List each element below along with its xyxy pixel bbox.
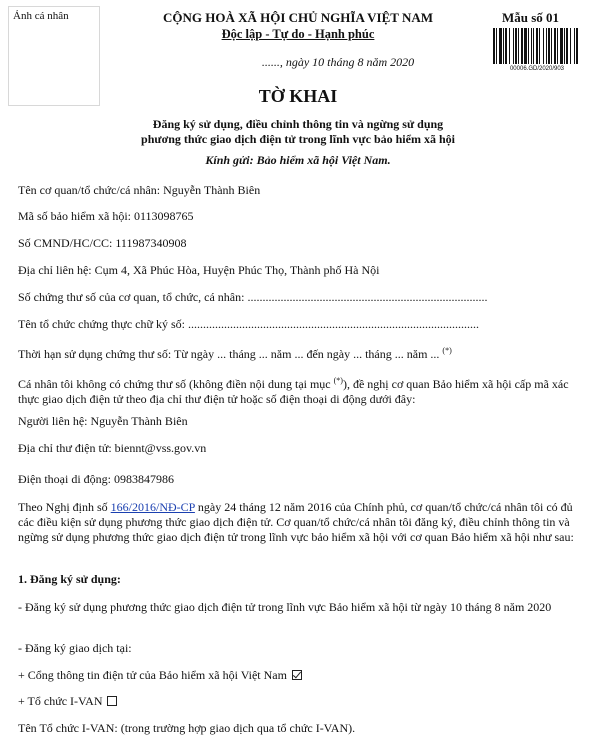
decree-paragraph	[18, 500, 584, 545]
cert-period-field	[18, 343, 584, 362]
document-subtitle: Đăng ký sử dụng, điều chỉnh thông tin và ngừng sử dụng phương thức giao dịch điện tử trong lĩnh vực bảo hiểm xã hội	[141, 117, 455, 146]
option-portal	[18, 668, 584, 683]
no-cert-text-b: ), đề nghị cơ quan Bảo hiểm xã hội cấp mã xác thực giao dịch điện tử theo địa chỉ thư điện tử hoặc số điện thoại di động dưới đây:	[18, 377, 569, 406]
no-cert-paragraph	[18, 373, 584, 407]
cert-period-mark: (*)	[442, 346, 452, 355]
ivan-checkbox[interactable]	[107, 696, 117, 706]
cert-period-text: Thời hạn sử dụng chứng thư số: Từ ngày ... tháng ... năm ... đến ngày ... tháng ... năm ...	[18, 347, 440, 361]
address-field: Địa chỉ liên hệ: Cụm 4, Xã Phúc Hòa, Huyện Phúc Thọ, Thành phố Hà Nội	[18, 263, 380, 277]
cert-org-field: Tên tổ chức chứng thực chữ ký số: .................................................................................................	[18, 317, 479, 331]
document-date: ......, ngày 10 tháng 8 năm 2020	[261, 55, 415, 69]
option-portal-label: + Cổng thông tin điện tử của Bảo hiểm xã hội Việt Nam	[18, 668, 287, 682]
option-ivan	[18, 694, 584, 709]
document-title: TỜ KHAI	[258, 86, 338, 106]
register-date-line: - Đăng ký sử dụng phương thức giao dịch điện tử trong lĩnh vực Bảo hiểm xã hội từ ngày 10 tháng 8 năm 2020	[18, 600, 552, 614]
decree-suffix: ngày 24 tháng 12 năm 2016 của Chính phủ, cơ quan/tổ chức/cá nhân tôi có đủ các điều kiện sử dụng phương thức giao dịch điện tử. Cơ quan/tổ chức/cá nhân tôi đăng ký, điều chỉnh thông tin và ngừng sử dụng phương thức giao dịch điện tử trong lĩnh vực bảo hiểm xã hội với cơ quan Bảo hiểm xã hội như sau:	[18, 500, 574, 544]
cert-number-field: Số chứng thư số của cơ quan, tổ chức, cá nhân: ................................................................................	[18, 290, 488, 304]
insurance-code-field: Mã số bảo hiểm xã hội: 0113098765	[18, 209, 194, 223]
id-number-field: Số CMND/HC/CC: 111987340908	[18, 236, 187, 250]
option-ivan-label: + Tổ chức I-VAN	[18, 694, 103, 708]
decree-prefix: Theo Nghị định số	[18, 500, 111, 514]
no-cert-mark: (*)	[333, 376, 343, 385]
register-at-line: - Đăng ký giao dịch tại:	[18, 641, 132, 655]
portal-checkbox[interactable]	[292, 670, 302, 680]
no-cert-text-a: Cá nhân tôi không có chứng thư số (không điền nội dung tại mục	[18, 377, 334, 391]
section-1-heading: 1. Đăng ký sử dụng:	[18, 572, 121, 586]
contact-person-field: Người liên hệ: Nguyễn Thành Biên	[18, 414, 188, 428]
nation-heading: CỘNG HOÀ XÃ HỘI CHỦ NGHĨA VIỆT NAM	[162, 10, 434, 25]
ivan-name-line: Tên Tổ chức I-VAN: (trong trường hợp giao dịch qua tổ chức I-VAN).	[18, 721, 356, 735]
email-field: Địa chỉ thư điện tử: biennt@vss.gov.vn	[18, 441, 207, 455]
decree-link[interactable]: 166/2016/NĐ-CP	[110, 500, 195, 514]
phone-field: Điện thoại di động: 0983847986	[18, 472, 174, 486]
addressee: Kính gửi: Bảo hiểm xã hội Việt Nam.	[205, 153, 391, 167]
barcode-number: 00006.GD/2020/903	[509, 66, 565, 72]
motto: Độc lập - Tự do - Hạnh phúc	[221, 27, 375, 41]
photo-label: Ảnh cá nhân	[13, 10, 69, 22]
form-number: Mẫu số 01	[502, 10, 560, 25]
org-name-field: Tên cơ quan/tổ chức/cá nhân: Nguyễn Thành Biên	[18, 183, 261, 197]
